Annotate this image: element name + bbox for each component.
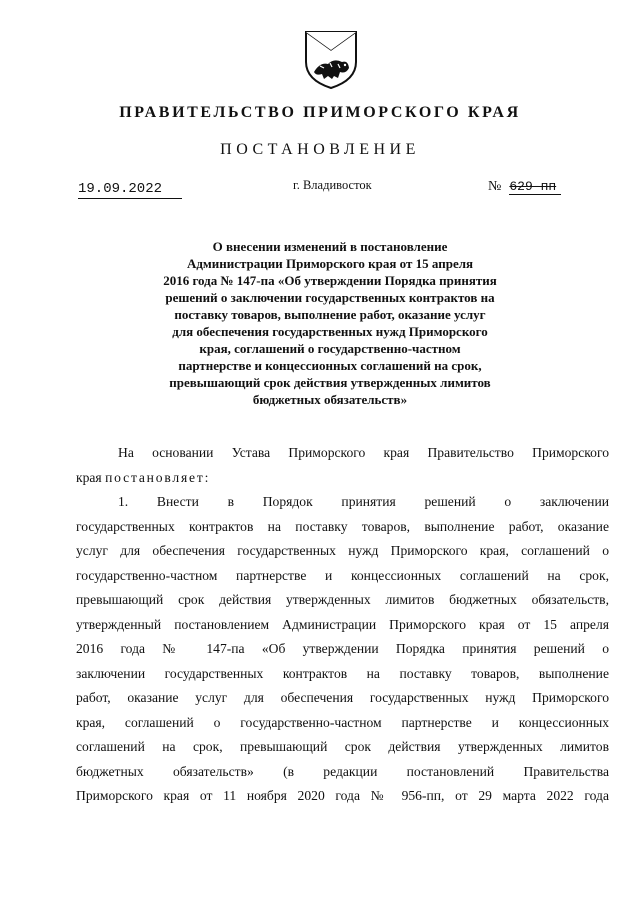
body-line: На основании Устава Приморского края Правительство Приморского bbox=[118, 445, 609, 460]
body-line: услуг для обеспечения государственных нужд Приморского края, соглашений о bbox=[76, 543, 609, 558]
title-line: бюджетных обязательств» bbox=[252, 392, 408, 407]
body-line bbox=[76, 466, 609, 491]
title-line: Администрации Приморского края от 15 апреля bbox=[186, 256, 474, 271]
number-label: № bbox=[488, 179, 502, 194]
body-line: 1. Внести в Порядок принятия решений о заключении bbox=[118, 494, 609, 509]
decree-keyword: постановляет: bbox=[105, 469, 211, 485]
body-line: соглашений на срок, превышающий срок действия утвержденных лимитов bbox=[76, 739, 609, 754]
body-line: заключении государственных контрактов на поставку товаров, выполнение bbox=[76, 665, 609, 681]
title-line: для обеспечения государственных нужд Приморского bbox=[172, 324, 488, 339]
government-name: ПРАВИТЕЛЬСТВО ПРИМОРСКОГО КРАЯ bbox=[119, 104, 521, 121]
document-city: г. Владивосток bbox=[293, 178, 372, 192]
number-value: 629-пп bbox=[509, 179, 561, 195]
document-date: 19.09.2022 bbox=[78, 181, 182, 199]
body-text: края bbox=[76, 469, 106, 485]
title-line: края, соглашений о государственно-частном bbox=[199, 341, 461, 356]
body-line: бюджетных обязательств» (в редакции постановлений Правительства bbox=[76, 763, 609, 779]
title-line: 2016 года № 147-па «Об утверждении Порядка принятия bbox=[163, 273, 497, 288]
title-line: партнерстве и концессионных соглашений на срок, bbox=[178, 358, 482, 373]
title-line: превышающий срок действия утвержденных лимитов bbox=[169, 375, 491, 390]
document-title bbox=[120, 238, 540, 408]
body-line: превышающий срок действия утвержденных лимитов бюджетных обязательств, bbox=[76, 592, 609, 607]
title-line: решений о заключении государственных контрактов на bbox=[165, 290, 495, 305]
body-line: государственно-частном партнерстве и концессионных соглашений на срок, bbox=[76, 567, 609, 583]
coat-of-arms-icon bbox=[302, 28, 360, 90]
body-line: края, соглашений о государственно-частном партнерстве и концессионных bbox=[76, 714, 609, 730]
title-line: О внесении изменений в постановление bbox=[212, 239, 448, 254]
title-line: поставку товаров, выполнение работ, оказание услуг bbox=[174, 307, 486, 322]
body-line: 2016 года № 147-па «Об утверждении Порядка принятия решений о bbox=[76, 641, 609, 656]
document-number bbox=[488, 177, 561, 195]
body-line: государственных контрактов на поставку товаров, выполнение работ, оказание bbox=[76, 518, 609, 534]
document-body bbox=[76, 441, 609, 809]
body-line: работ, оказание услуг для обеспечения государственных нужд Приморского bbox=[76, 690, 609, 705]
body-line: Приморского края от 11 ноября 2020 года № 956-пп, от 29 марта 2022 года bbox=[76, 788, 609, 803]
body-line: утвержденный постановлением Администрации Приморского края от 15 апреля bbox=[76, 616, 609, 632]
document-kind: ПОСТАНОВЛЕНИЕ bbox=[220, 141, 420, 158]
